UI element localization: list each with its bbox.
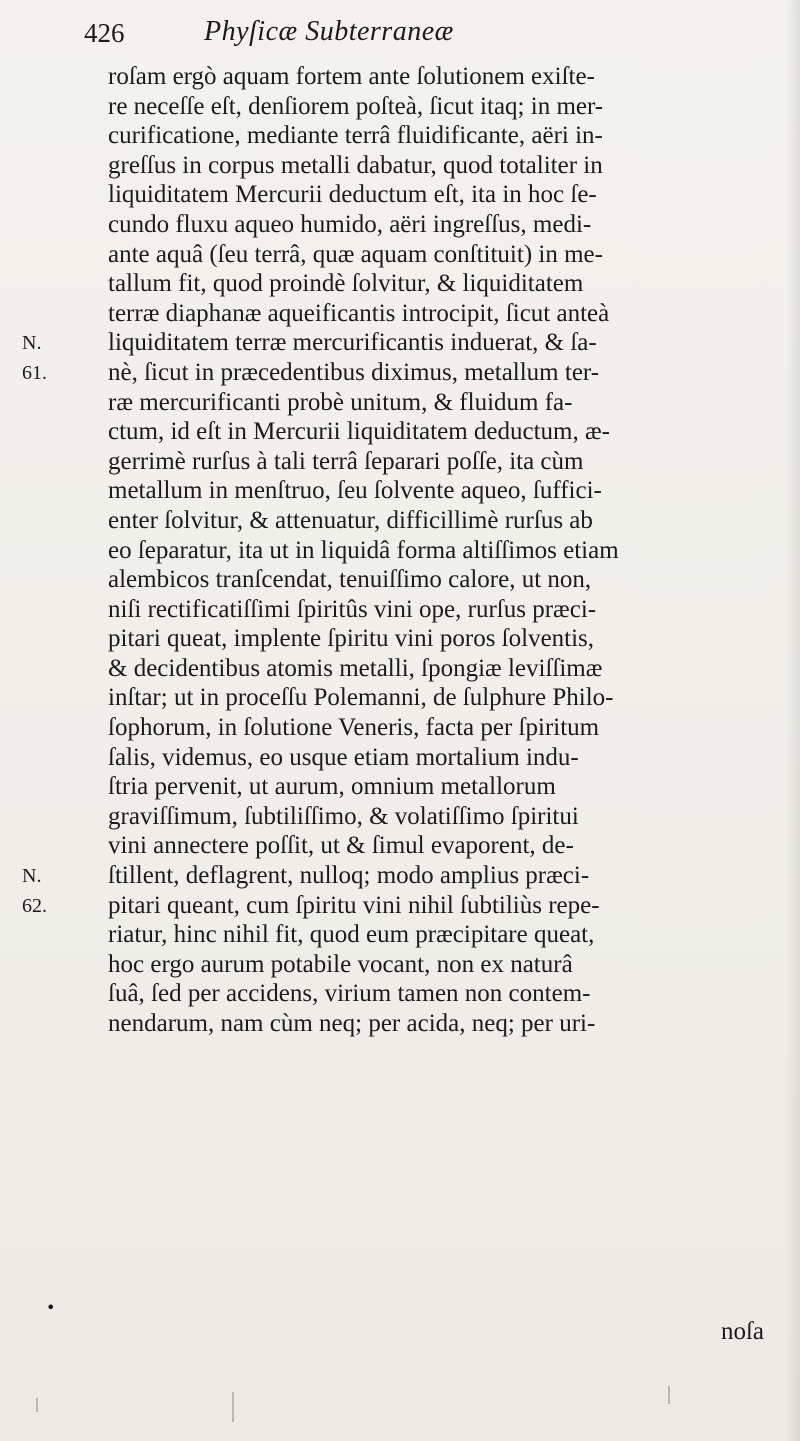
text-line: riatur, hinc nihil fit, quod eum præcipitare queat,: [108, 921, 595, 949]
text-line: greſſus in corpus metalli dabatur, quod totaliter in: [108, 151, 603, 179]
text-line: & decidentibus atomis metalli, ſpongiæ leviſſimæ: [108, 654, 603, 682]
text-line: roſam ergò aquam fortem ante ſolutionem exiſte-: [108, 63, 595, 90]
margin-note: 62.: [22, 894, 47, 917]
text-line: gerrimè rurſus à tali terrâ ſeparari poſſe, ita cùm: [108, 447, 584, 475]
running-title: Phyſicæ Subterraneæ: [204, 16, 454, 47]
text-line: niſi rectificatiſſimi ſpiritûs vini ope, rurſus præci-: [108, 595, 597, 623]
text-line: ante aquâ (ſeu terrâ, quæ aquam conſtituit) in me-: [108, 240, 603, 268]
margin-note: 61.: [22, 362, 47, 384]
text-line: graviſſimum, ſubtiliſſimo, & volatiſſimo ſpiritui: [108, 802, 579, 830]
text-line: enter ſolvitur, & attenuatur, difficillimè rurſus ab: [108, 506, 593, 534]
text-line: liquiditatem Mercurii deductum eſt, ita in hoc ſe-: [108, 181, 597, 209]
text-line: ſophorum, in ſolutione Veneris, facta per ſpiritum: [108, 714, 600, 742]
text-line: pitari queat, implente ſpiritu vini poros ſolventis,: [108, 625, 595, 653]
paper-speck: [36, 1398, 38, 1412]
paper-speck: [232, 1392, 234, 1422]
text-line: vini annectere poſſit, ut & ſimul evaporent, de-: [108, 832, 574, 860]
page-header: [84, 14, 764, 58]
catchword: noſa: [720, 1318, 764, 1345]
text-line: ctum, id eſt in Mercurii liquiditatem deductum, æ-: [108, 418, 610, 446]
margin-note: N.: [22, 865, 42, 888]
text-line: alembicos tranſcendat, tenuiſſimo calore, ut non,: [108, 566, 592, 594]
text-line: tallum fit, quod proindè ſolvitur, & liquiditatem: [108, 270, 584, 298]
text-line: terræ diaphanæ aqueificantis introcipit, ſicut anteà: [108, 299, 610, 327]
text-line: ſtria pervenit, ut aurum, omnium metallorum: [108, 773, 556, 801]
text-line: re neceſſe eſt, denſiorem poſteà, ſicut itaq; in mer-: [108, 92, 604, 120]
page-number: 426: [84, 18, 125, 48]
text-line: ſtillent, deflagrent, nulloq; modo amplius præci-: [108, 862, 590, 890]
text-line: eo ſeparatur, ita ut in liquidâ forma altiſſimos etiam: [108, 536, 619, 564]
text-line: inſtar; ut in proceſſu Polemanni, de ſulphure Philo-: [108, 684, 614, 712]
text-line: cundo fluxu aqueo humido, aëri ingreſſus, medi-: [108, 210, 592, 238]
text-line: curificatione, mediante terrâ fluidificante, aëri in-: [108, 122, 603, 150]
margin-note: N.: [22, 332, 42, 355]
text-line: ſuâ, ſed per accidens, virium tamen non contem-: [108, 980, 591, 1008]
margin-dot: •: [46, 1298, 56, 1317]
body-text: [108, 62, 798, 1039]
text-line: ſalis, videmus, eo usque etiam mortalium indu-: [108, 743, 579, 771]
text-line: nè, ſicut in præcedentibus diximus, metallum ter-: [108, 358, 600, 386]
text-line: pitari queant, cum ſpiritu vini nihil ſubtiliùs repe-: [108, 891, 600, 919]
text-line: liquiditatem terræ mercurificantis induerat, & ſa-: [108, 329, 597, 357]
text-line: ræ mercurificanti probè unitum, & fluidum fa-: [108, 388, 573, 416]
paper-speck: [668, 1386, 670, 1404]
text-line: metallum in menſtruo, ſeu ſolvente aqueo, ſuffici-: [108, 477, 602, 505]
text-line: nendarum, nam cùm neq; per acida, neq; per uri-: [108, 1010, 596, 1037]
text-line: hoc ergo aurum potabile vocant, non ex naturâ: [108, 950, 573, 978]
